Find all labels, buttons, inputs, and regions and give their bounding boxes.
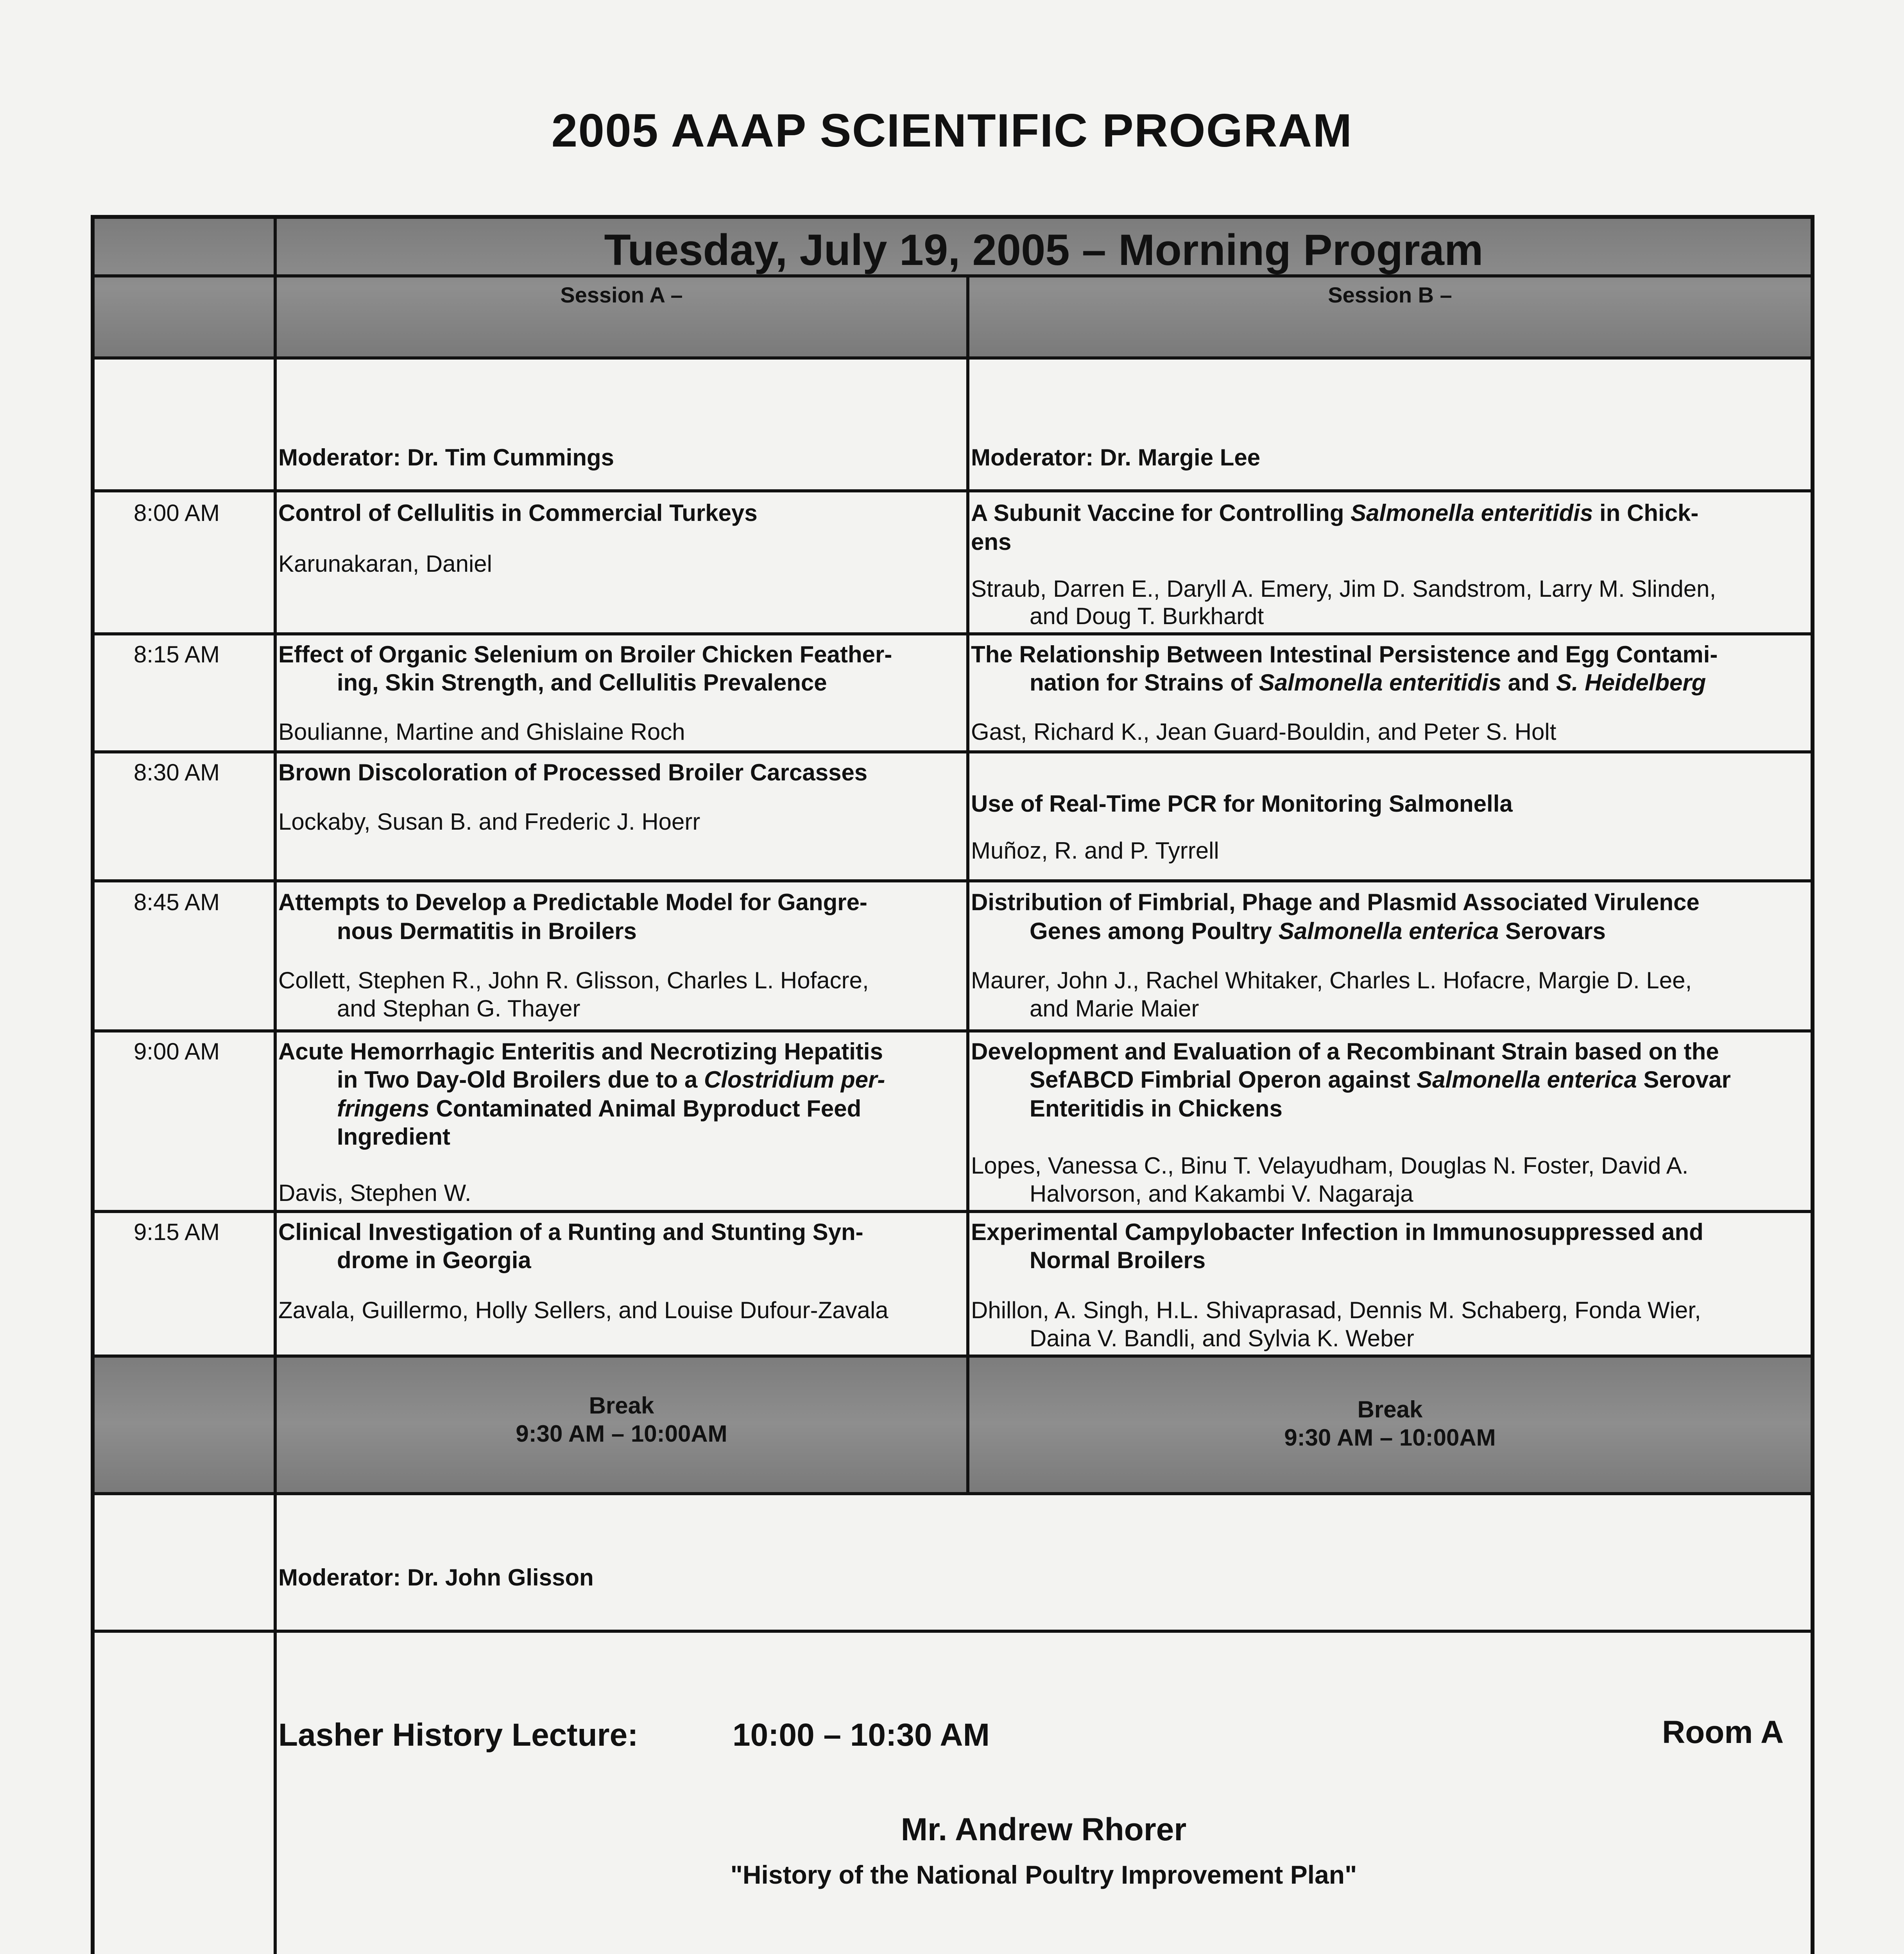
talk-authors: Zavala, Guillermo, Holly Sellers, and Louise Dufour-Zavala — [278, 1297, 888, 1323]
talk-authors: Collett, Stephen R., John R. Glisson, Charles L. Hofacre, — [278, 967, 869, 993]
talk-title: Control of Cellulitis in Commercial Turkeys — [278, 500, 758, 526]
talk-title-cont: fringens Contaminated Animal Byproduct Feed — [337, 1095, 862, 1122]
slot-time: 9:15 AM — [134, 1219, 220, 1245]
talk-title-cont: Enteritidis in Chickens — [1030, 1095, 1282, 1122]
program-table — [91, 215, 1814, 1954]
talk-title-cont: ens — [971, 529, 1012, 555]
talk-authors-cont: Daina V. Bandli, and Sylvia K. Weber — [1030, 1325, 1414, 1351]
break-label-b: Break — [1357, 1396, 1423, 1423]
talk-authors-cont: Halvorson, and Kakambi V. Nagaraja — [1030, 1181, 1413, 1207]
talk-authors-cont: and Doug T. Burkhardt — [1030, 603, 1264, 629]
talk-title: Development and Evaluation of a Recombinant Strain based on the — [971, 1038, 1719, 1065]
talk-title-cont: drome in Georgia — [337, 1247, 531, 1273]
lecture-label: Lasher History Lecture: — [278, 1717, 638, 1753]
lecture-speaker: Mr. Andrew Rhorer — [901, 1812, 1187, 1847]
slot-time: 8:45 AM — [134, 889, 220, 915]
talk-title-cont: nous Dermatitis in Broilers — [337, 918, 637, 944]
talk-authors: Maurer, John J., Rachel Whitaker, Charles L. Hofacre, Margie D. Lee, — [971, 967, 1692, 993]
talk-title: Clinical Investigation of a Runting and Stunting Syn- — [278, 1219, 863, 1245]
session-b-moderator: Moderator: Dr. Margie Lee — [971, 444, 1261, 471]
day-heading: Tuesday, July 19, 2005 – Morning Program — [604, 225, 1483, 274]
talk-title: Use of Real-Time PCR for Monitoring Salmonella — [971, 791, 1513, 817]
talk-authors: Boulianne, Martine and Ghislaine Roch — [278, 719, 685, 745]
talk-title-cont: nation for Strains of Salmonella enteritidis and S. Heidelberg — [1030, 669, 1706, 696]
talk-authors: Gast, Richard K., Jean Guard-Bouldin, and Peter S. Holt — [971, 719, 1557, 745]
talk-authors: Lockaby, Susan B. and Frederic J. Hoerr — [278, 809, 700, 835]
page-title: 2005 AAAP SCIENTIFIC PROGRAM — [551, 104, 1353, 157]
talk-title-cont: Genes among Poultry Salmonella enterica Serovars — [1030, 918, 1606, 944]
moderator-john-glisson: Moderator: Dr. John Glisson — [278, 1564, 594, 1591]
talk-authors: Lopes, Vanessa C., Binu T. Velayudham, Douglas N. Foster, David A. — [971, 1152, 1689, 1179]
slot-time: 8:00 AM — [134, 500, 220, 526]
talk-title-cont: Normal Broilers — [1030, 1247, 1206, 1273]
lecture-room: Room A — [1662, 1714, 1784, 1750]
session-b-label: Session B – — [1328, 283, 1452, 307]
slot-time: 8:30 AM — [134, 759, 220, 786]
session-a-moderator: Moderator: Dr. Tim Cummings — [278, 444, 614, 471]
talk-title-cont: in Two Day-Old Broilers due to a Clostridium per- — [337, 1066, 885, 1093]
lecture-topic: "History of the National Poultry Improvement Plan" — [730, 1860, 1357, 1889]
talk-authors: Davis, Stephen W. — [278, 1180, 471, 1206]
break-time-b: 9:30 AM – 10:00AM — [1284, 1424, 1496, 1451]
talk-authors: Muñoz, R. and P. Tyrrell — [971, 837, 1219, 864]
talk-authors: Karunakaran, Daniel — [278, 551, 493, 577]
talk-title: Effect of Organic Selenium on Broiler Chicken Feather- — [278, 641, 892, 667]
slot-time: 8:15 AM — [134, 641, 220, 667]
talk-title: Acute Hemorrhagic Enteritis and Necrotizing Hepatitis — [278, 1038, 883, 1065]
talk-title-cont: SefABCD Fimbrial Operon against Salmonella enterica Serovar — [1030, 1066, 1731, 1093]
talk-title: Attempts to Develop a Predictable Model for Gangre- — [278, 889, 867, 915]
break-label-a: Break — [589, 1392, 654, 1419]
talk-title: A Subunit Vaccine for Controlling Salmonella enteritidis in Chick- — [971, 500, 1699, 526]
session-a-label: Session A – — [560, 283, 683, 307]
talk-title: Experimental Campylobacter Infection in Immunosuppressed and — [971, 1219, 1703, 1245]
break-time-a: 9:30 AM – 10:00AM — [516, 1421, 727, 1447]
lecture-time: 10:00 – 10:30 AM — [733, 1717, 990, 1753]
talk-title: Distribution of Fimbrial, Phage and Plasmid Associated Virulence — [971, 889, 1700, 915]
talk-title: The Relationship Between Intestinal Persistence and Egg Contami- — [971, 641, 1718, 667]
talk-title: Brown Discoloration of Processed Broiler Carcasses — [278, 759, 868, 786]
talk-authors-cont: and Stephan G. Thayer — [337, 995, 580, 1022]
talk-authors: Straub, Darren E., Daryll A. Emery, Jim D. Sandstrom, Larry M. Slinden, — [971, 576, 1716, 602]
talk-authors-cont: and Marie Maier — [1030, 995, 1199, 1022]
talk-title-cont: ing, Skin Strength, and Cellulitis Prevalence — [337, 669, 827, 696]
talk-title-cont: Ingredient — [337, 1124, 451, 1150]
slot-time: 9:00 AM — [134, 1038, 220, 1065]
talk-authors: Dhillon, A. Singh, H.L. Shivaprasad, Dennis M. Schaberg, Fonda Wier, — [971, 1297, 1701, 1323]
